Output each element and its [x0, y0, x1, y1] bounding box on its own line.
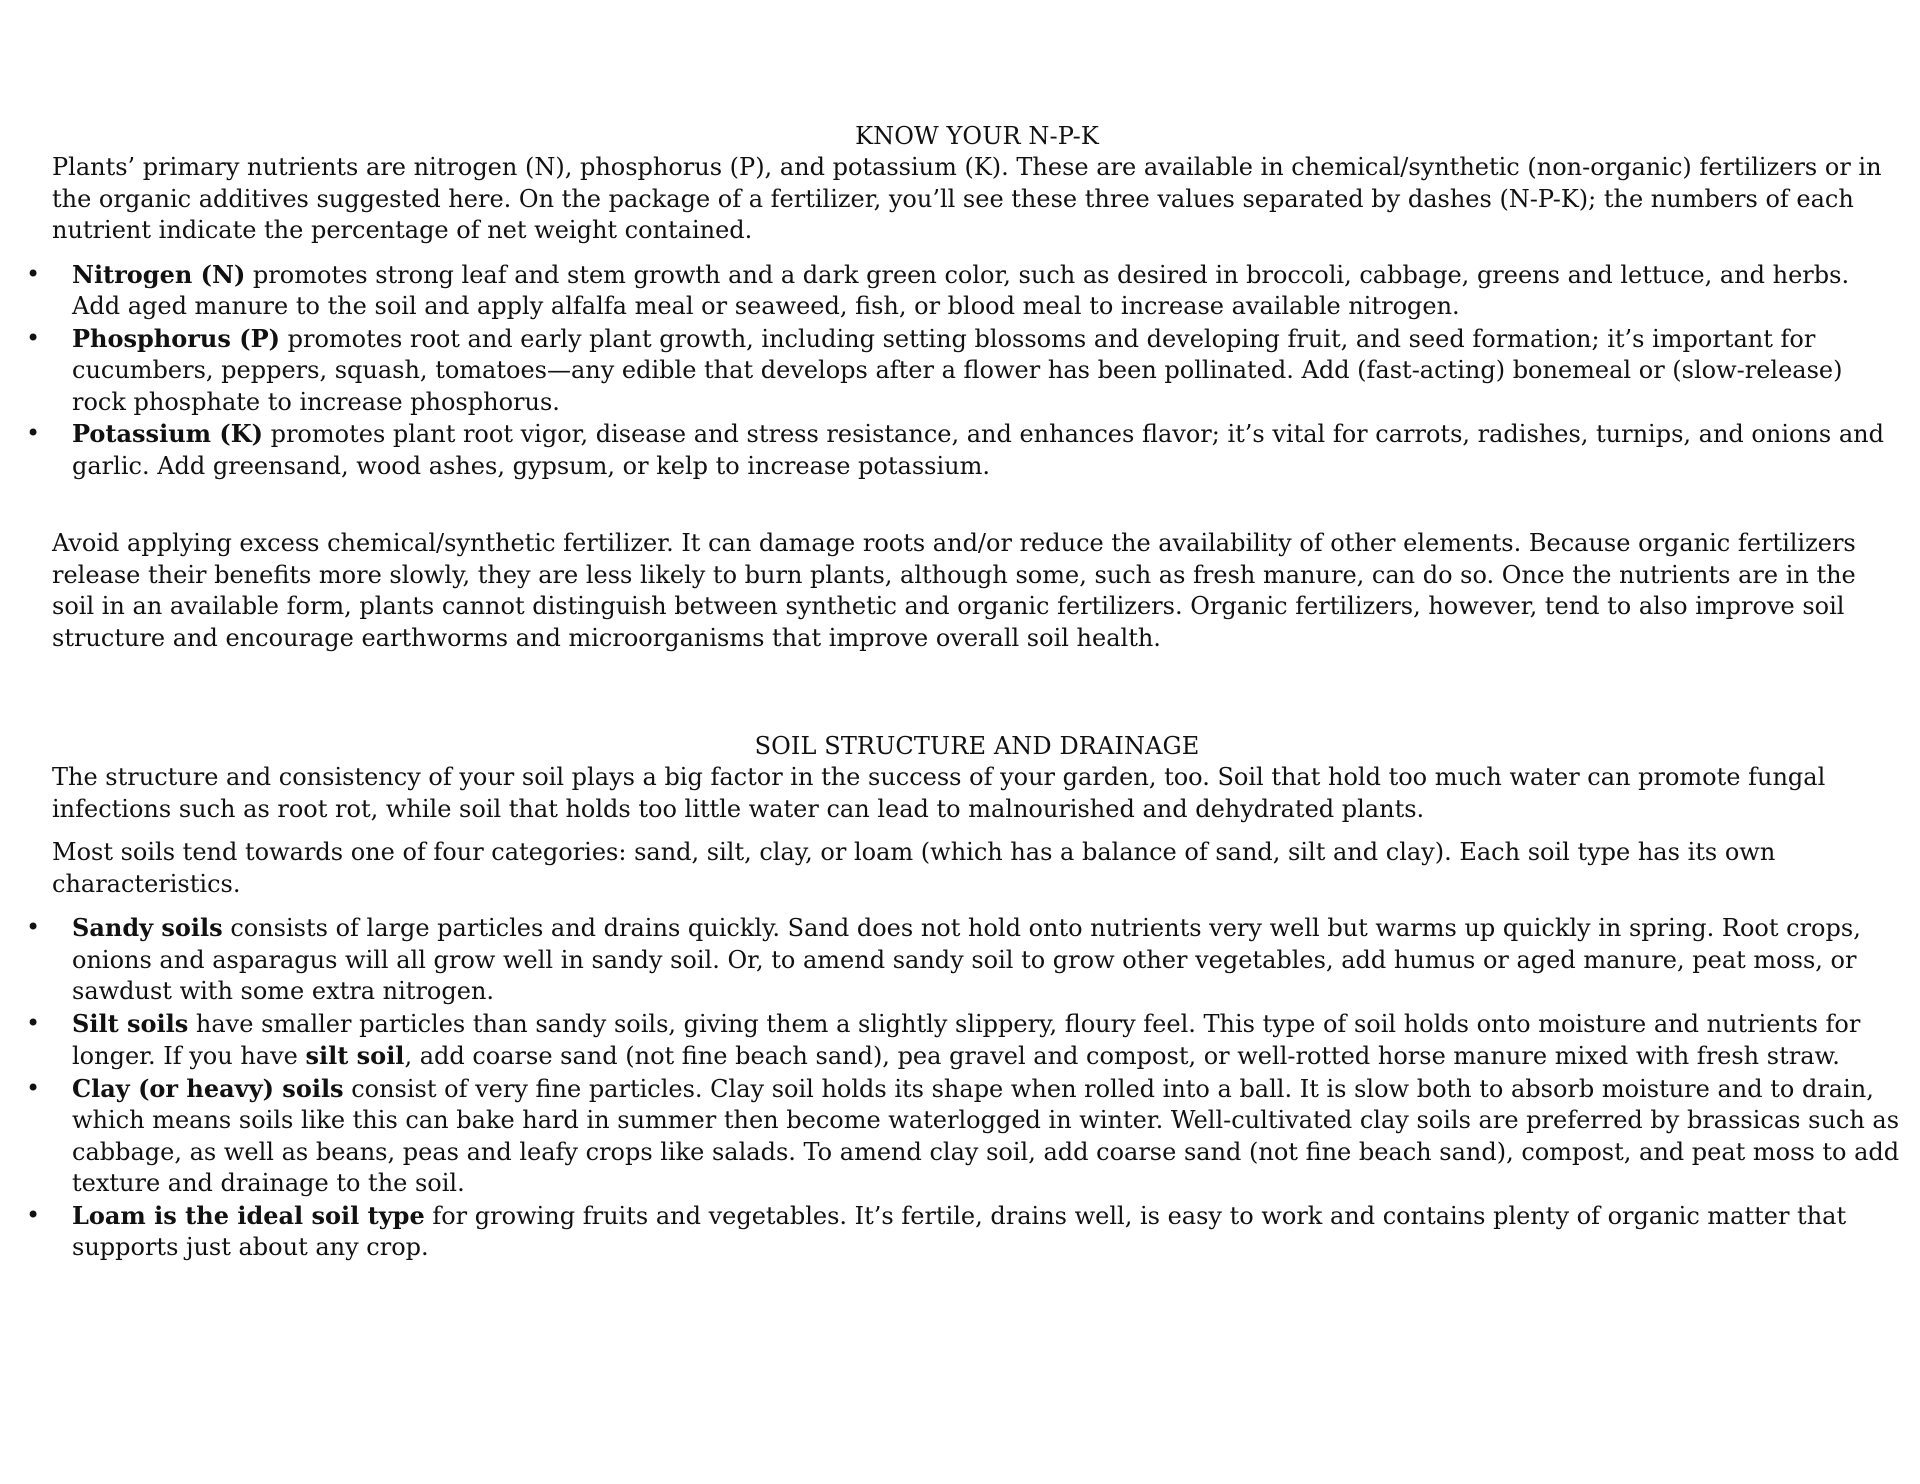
list-item	[26, 1073, 1902, 1200]
nitrogen-term: Nitrogen (N)	[72, 259, 246, 289]
soil-section-title: SOIL STRUCTURE AND DRAINAGE	[754, 732, 1200, 760]
npk-section-title: KNOW YOUR N-P-K	[855, 122, 1099, 150]
soil-section	[26, 730, 1902, 1264]
bullet-icon: •	[26, 323, 41, 352]
phosphorus-term: Phosphorus (P)	[72, 323, 280, 353]
list-item	[26, 912, 1902, 1008]
sandy-soil-description: consists of large particles and drains quickly. Sand does not hold onto nutrients very well but warms up quickly in spring. Root crops, onions and asparagus will all grow well in sandy soil. Or, to amend sandy soil to grow other vegetables, add humus or aged manure, peat moss, or sawdust with some extra nitrogen.	[72, 914, 1861, 1005]
silt-soil-description-b: , add coarse sand (not fine beach sand), pea gravel and compost, or well-rotted horse manure mixed with fresh straw.	[404, 1042, 1840, 1070]
npk-section	[26, 120, 1902, 654]
phosphorus-description: promotes root and early plant growth, including setting blossoms and developing fruit, and seed formation; it’s important for cucumbers, peppers, squash, tomatoes—any edible that develops after a flower has been pollinated. Add (fast-acting) bonemeal or (slow-release) rock phosphate to increase phosphorus.	[72, 324, 1843, 416]
clay-soil-term: Clay (or heavy) soils	[72, 1073, 344, 1103]
loam-soil-description: for growing fruits and vegetables. It’s fertile, drains well, is easy to work and contains plenty of organic matter that supports just about any crop.	[72, 1201, 1847, 1261]
list-item	[26, 1008, 1902, 1073]
bullet-icon: •	[26, 1073, 41, 1102]
nitrogen-description: promotes strong leaf and stem growth and a dark green color, such as desired in broccoli, cabbage, greens and lettuce, and herbs. Add aged manure to the soil and apply alfalfa meal or seaweed, fish, or blood meal to increase available nitrogen.	[72, 260, 1850, 320]
soil-categories-paragraph: Most soils tend towards one of four categories: sand, silt, clay, or loam (which has a balance of sand, silt and clay). Each soil type has its own characteristics.	[52, 838, 1776, 898]
bullet-icon: •	[26, 1200, 41, 1229]
list-item	[26, 259, 1902, 323]
sandy-soil-term: Sandy soils	[72, 913, 223, 942]
silt-soil-inline-term: silt soil	[305, 1041, 405, 1070]
list-item	[26, 323, 1902, 419]
bullet-icon: •	[26, 1008, 41, 1037]
npk-nutrient-list	[26, 259, 1902, 483]
potassium-term: Potassium (K)	[72, 419, 263, 448]
loam-soil-term: Loam is the ideal soil type	[72, 1200, 425, 1230]
soil-intro-paragraph: The structure and consistency of your soil plays a big factor in the success of your garden, too. Soil that hold too much water can promote fungal infections such as root rot, while soil that holds too little water can lead to malnourished and dehydrated plants.	[52, 763, 1826, 823]
potassium-description: promotes plant root vigor, disease and stress resistance, and enhances flavor; it’s vital for carrots, radishes, turnips, and onions and garlic. Add greensand, wood ashes, gypsum, or kelp to increase potassium.	[72, 420, 1884, 480]
list-item	[26, 418, 1902, 482]
list-item	[26, 1200, 1902, 1264]
fertilizer-caution-paragraph: Avoid applying excess chemical/synthetic fertilizer. It can damage roots and/or reduce the availability of other elements. Because organic fertilizers release their benefits more slowly, they are less likely to burn plants, although some, such as fresh manure, can do so. Once the nutrients are in the soil in an available form, plants cannot distinguish between synthetic and organic fertilizers. Organic fertilizers, however, tend to also improve soil structure and encourage earthworms and microorganisms that improve overall soil health.	[52, 529, 1856, 652]
silt-soil-description-a: have smaller particles than sandy soils, giving them a slightly slippery, floury feel. This type of soil holds onto moisture and nutrients for longer. If you have	[72, 1009, 1861, 1070]
document-page	[26, 120, 1902, 1264]
bullet-icon: •	[26, 419, 41, 447]
bullet-icon: •	[26, 259, 41, 288]
npk-intro-paragraph: Plants’ primary nutrients are nitrogen (N), phosphorus (P), and potassium (K). These are available in chemical/synthetic (non-organic) fertilizers or in the organic additives suggested here. On the package of a fertilizer, you’ll see these three values separated by dashes (N-P-K); the numbers of each nutrient indicate the percentage of net weight contained.	[52, 153, 1882, 244]
soil-type-list	[26, 912, 1902, 1264]
bullet-icon: •	[26, 913, 41, 941]
clay-soil-description: consist of very fine particles. Clay soil holds its shape when rolled into a ball. It is slow both to absorb moisture and to drain, which means soils like this can bake hard in summer then become waterlogged in winter. Well-cultivated clay soils are preferred by brassicas such as cabbage, as well as beans, peas and leafy crops like salads. To amend clay soil, add coarse sand (not fine beach sand), compost, and peat moss to add texture and drainage to the soil.	[72, 1074, 1900, 1197]
silt-soil-term: Silt soils	[72, 1008, 189, 1038]
